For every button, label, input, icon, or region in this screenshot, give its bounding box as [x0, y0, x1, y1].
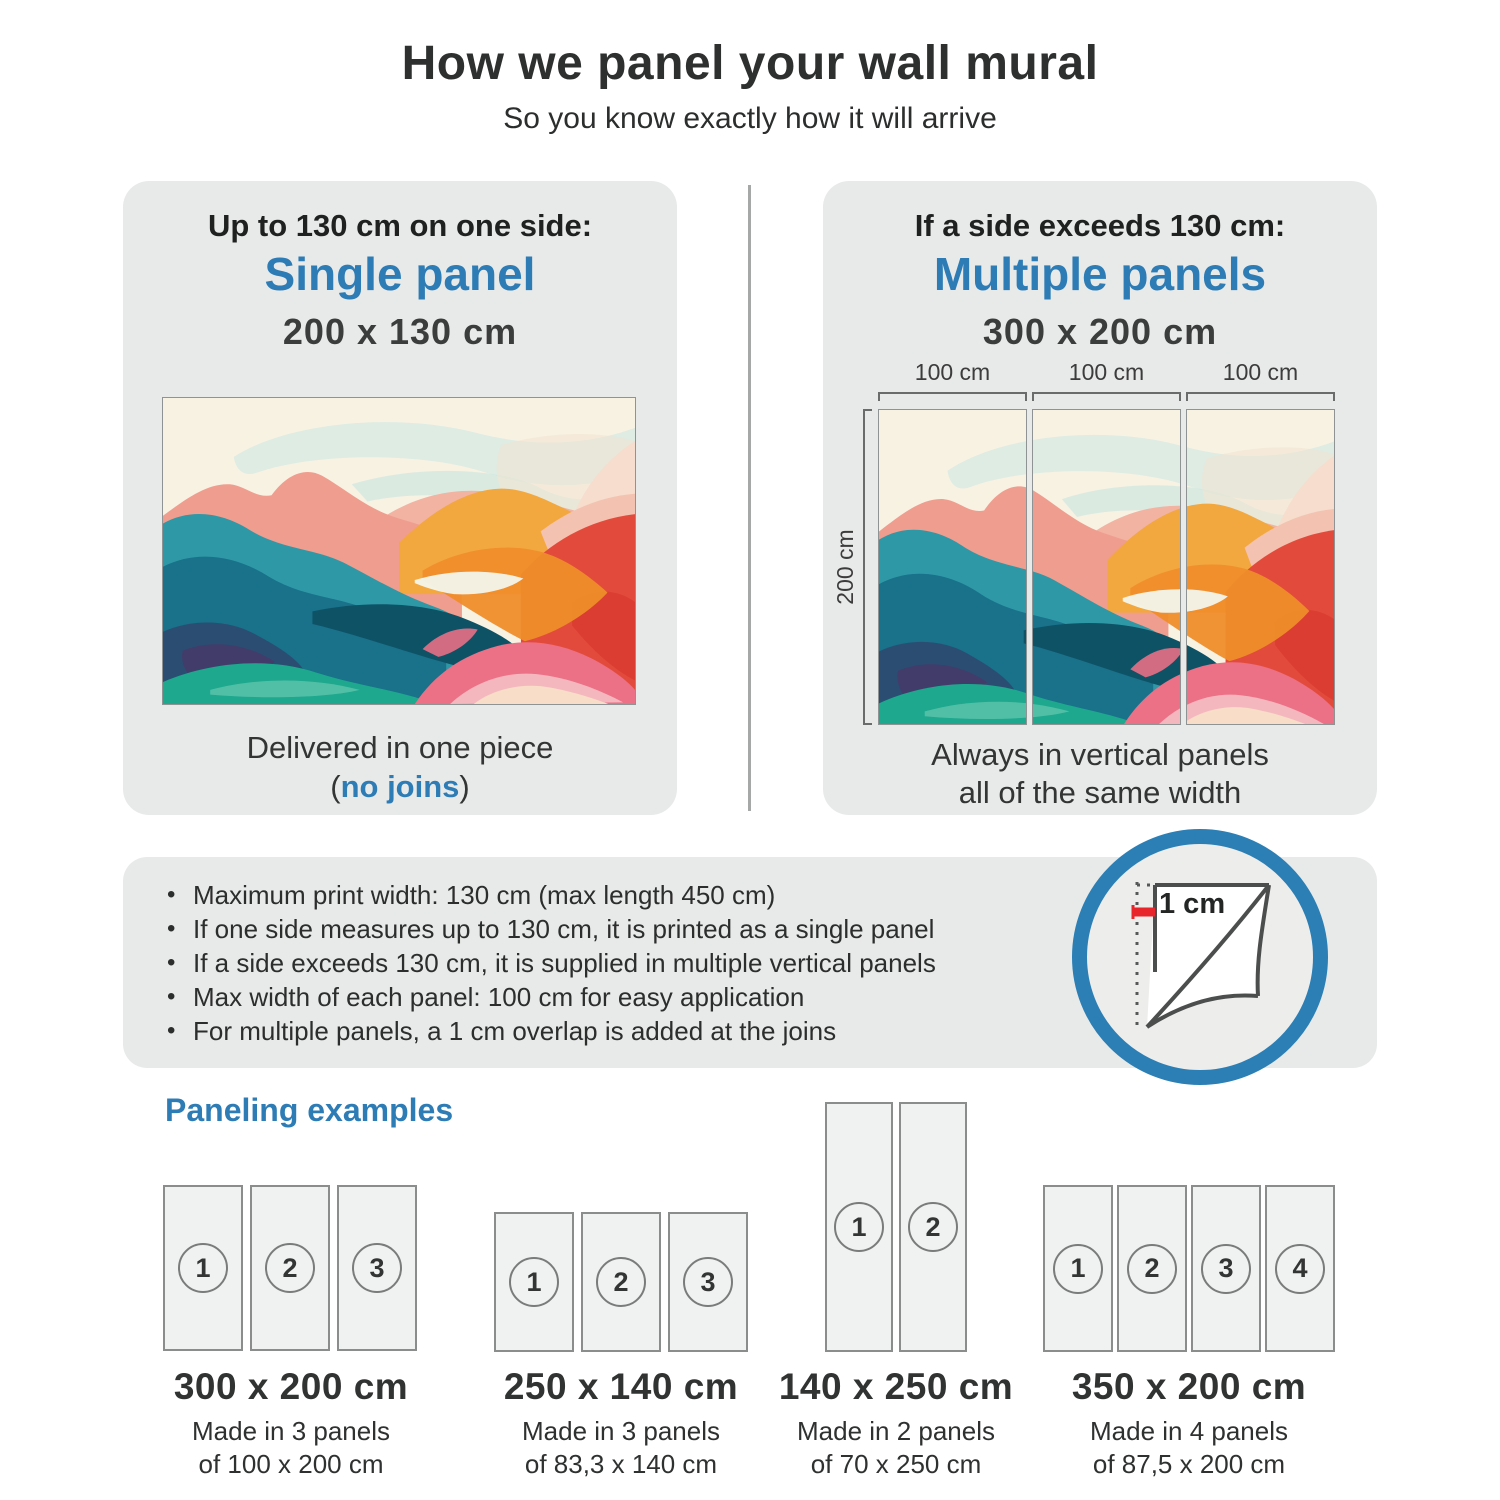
panel-number-badge: 3 — [352, 1243, 402, 1293]
example-desc: of 100 x 200 cm — [198, 1449, 384, 1479]
multiple-panels-heading: Multiple panels — [933, 248, 1267, 300]
info-bullet-text: For multiple panels, a 1 cm overlap is added at the joins — [193, 1016, 837, 1046]
panel-number-badge: 2 — [1127, 1244, 1177, 1294]
info-bullet — [167, 878, 936, 912]
panel-number-badge: 1 — [509, 1257, 559, 1307]
bullet-dot: • — [167, 915, 176, 942]
example-panel — [1265, 1185, 1335, 1352]
info-bullet-text: If one side measures up to 130 cm, it is printed as a single panel — [193, 914, 935, 944]
overlap-measure-label: 1 cm — [1159, 888, 1226, 920]
example-panel — [494, 1212, 574, 1352]
example-panel — [163, 1185, 243, 1351]
info-bullet-text: Max width of each panel: 100 cm for easy application — [193, 982, 805, 1012]
panel-number-badge: 2 — [908, 1202, 958, 1252]
page-subtitle: So you know exactly how it will arrive — [503, 102, 997, 135]
multiple-panels-caption-1: Always in vertical panels — [931, 737, 1269, 772]
example-desc: Made in 3 panels — [191, 1416, 391, 1446]
panel-number-badge: 2 — [265, 1243, 315, 1293]
panel-number-badge: 3 — [1201, 1244, 1251, 1294]
example-desc: of 70 x 250 cm — [810, 1449, 982, 1479]
example-desc: Made in 2 panels — [796, 1416, 996, 1446]
single-panel-size: 200 x 130 cm — [282, 311, 518, 352]
example-desc: of 87,5 x 200 cm — [1092, 1449, 1286, 1479]
bullet-dot: • — [167, 881, 176, 908]
single-panel-caption-2 — [123, 769, 677, 805]
mural-panel-3 — [1186, 409, 1335, 725]
panel-number-badge: 1 — [1053, 1244, 1103, 1294]
example-panel-group-4 — [1043, 1185, 1335, 1352]
example-panel — [337, 1185, 417, 1351]
bullet-dot: • — [167, 983, 176, 1010]
example-panel — [899, 1102, 967, 1352]
multiple-panels-caption-2: all of the same width — [958, 775, 1242, 810]
overlap-detail-icon — [1072, 829, 1328, 1085]
info-bullet — [167, 980, 936, 1014]
example-panel — [1043, 1185, 1113, 1352]
example-panel-group-2 — [494, 1212, 748, 1352]
example-desc: of 83,3 x 140 cm — [524, 1449, 718, 1479]
example-panel — [1117, 1185, 1187, 1352]
example-panel — [825, 1102, 893, 1352]
multiple-panels-size: 300 x 200 cm — [982, 311, 1218, 352]
example-desc: Made in 4 panels — [1089, 1416, 1289, 1446]
info-bullet-text: Maximum print width: 130 cm (max length 450 cm) — [193, 880, 776, 910]
example-panel — [668, 1212, 748, 1352]
example-desc: Made in 3 panels — [521, 1416, 721, 1446]
height-measure-label: 200 cm — [832, 529, 858, 605]
bullet-dot: • — [167, 949, 176, 976]
example-size: 250 x 140 cm — [503, 1366, 739, 1407]
single-panel-condition: Up to 130 cm on one side: — [207, 208, 593, 243]
single-panel-heading: Single panel — [264, 248, 536, 300]
info-bullet-list — [167, 878, 936, 1048]
page-curl-icon — [1087, 844, 1313, 1070]
example-panel — [1191, 1185, 1261, 1352]
info-bullet — [167, 1014, 936, 1048]
no-joins-highlight: no joins — [340, 769, 460, 804]
mural-image-single — [162, 397, 636, 705]
info-bullet — [167, 946, 936, 980]
example-panel — [250, 1185, 330, 1351]
mural-panel-2 — [1032, 409, 1181, 725]
paren-open: ( — [330, 769, 341, 804]
width-measure-label-2: 100 cm — [1068, 359, 1145, 385]
panel-number-badge: 1 — [178, 1243, 228, 1293]
example-size: 300 x 200 cm — [173, 1366, 409, 1407]
panel-number-badge: 2 — [596, 1257, 646, 1307]
example-size: 350 x 200 cm — [1071, 1366, 1307, 1407]
info-bullet-text: If a side exceeds 130 cm, it is supplied in multiple vertical panels — [193, 948, 936, 978]
panel-number-badge: 3 — [683, 1257, 733, 1307]
bullet-dot: • — [167, 1017, 176, 1044]
width-measure-bracket-1 — [878, 392, 1027, 401]
paren-close: ) — [459, 769, 470, 804]
single-panel-card — [123, 181, 677, 815]
page-title: How we panel your wall mural — [401, 37, 1099, 90]
width-measure-bracket-3 — [1186, 392, 1335, 401]
panel-number-badge: 1 — [834, 1202, 884, 1252]
single-panel-caption: Delivered in one piece — [246, 730, 554, 765]
multiple-panels-card — [823, 181, 1377, 815]
mural-panel-1 — [878, 409, 1027, 725]
example-text-4 — [1009, 1366, 1369, 1481]
info-bullet — [167, 912, 936, 946]
example-panel — [581, 1212, 661, 1352]
example-text-1 — [111, 1366, 471, 1481]
example-panel-group-3 — [825, 1102, 967, 1352]
multiple-panels-condition: If a side exceeds 130 cm: — [914, 208, 1286, 243]
examples-heading: Paneling examples — [165, 1092, 454, 1128]
width-measure-bracket-2 — [1032, 392, 1181, 401]
card-divider — [748, 185, 751, 811]
panel-number-badge: 4 — [1275, 1244, 1325, 1294]
width-measure-label-1: 100 cm — [914, 359, 991, 385]
width-measure-label-3: 100 cm — [1222, 359, 1299, 385]
example-size: 140 x 250 cm — [778, 1366, 1014, 1407]
example-panel-group-1 — [163, 1185, 417, 1351]
height-measure-bracket — [863, 409, 872, 725]
